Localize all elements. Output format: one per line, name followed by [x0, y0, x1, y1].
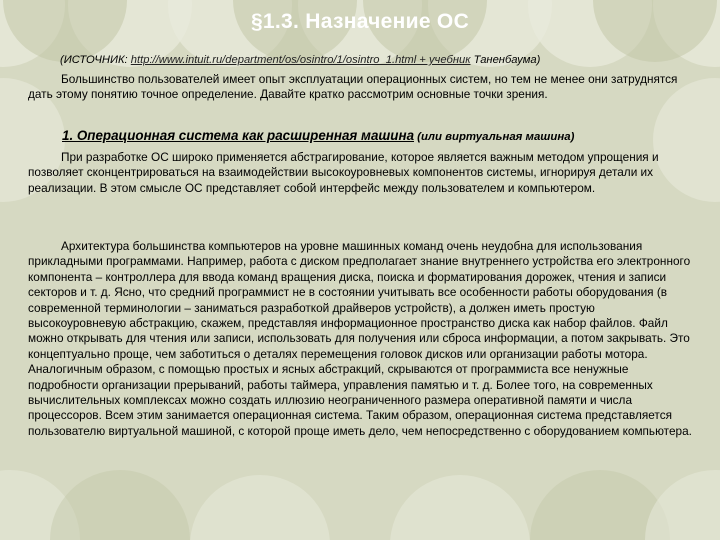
slide-title: §1.3. Назначение ОС: [250, 10, 470, 33]
section-heading-main: 1. Операционная система как расширенная машина: [62, 128, 415, 143]
source-citation: [60, 53, 710, 68]
source-suffix: Таненбаума): [470, 54, 541, 66]
body-paragraph-abstraction: При разработке ОС широко применяется абстрагирование, которое является важным методом упрощения и позволяет сконцентрироваться на взаимодействии высокоуровневых компонентов системы, игнорируя детали их реализации. В этом смысле ОС представляет собой интерфейс между пользователем и компьютером.: [28, 150, 659, 195]
section-heading-aside: (или виртуальная машина): [414, 131, 575, 143]
body-paragraph-architecture: Архитектура большинства компьютеров на уровне машинных команд очень неудобна для использования прикладными программами. Например, работа с диском предполагает знание внутреннего устройства его электронного компонента – контроллера для ввода команд вращения диска, поиска и форматирования дорожек, чтения и записи секторов и т. д. Ясно, что средний программист не в состоянии учитывать все особенности работы оборудования (в современной терминологии – заниматься разработкой драйверов устройств), а должен иметь простую высокоуровневую абстракцию, скажем, представляя информационное пространство диска как набор файлов. Файл можно открывать для чтения или записи, использовать для получения или сброса информации, а потом закрывать. Это концептуально проще, чем заботиться о деталях перемещения головок дисков или организации работы мотора. Аналогичным образом, с помощью простых и ясных абстракций, скрываются от программиста все ненужные подробности организации прерываний, работы таймера, управления памятью и т. д. Более того, на современных вычислительных комплексах можно создать иллюзию неограниченного размера оперативной памяти и числа процессоров. Всем этим занимается операционная система. Таким образом, операционная система представляется пользователю виртуальной машиной, с которой проще иметь дело, чем непосредственно с оборудованием компьютера.: [28, 239, 692, 438]
intro-paragraph: Большинство пользователей имеет опыт эксплуатации операционных систем, но тем не менее они затруднятся дать этому понятию точное определение. Давайте кратко рассмотрим основные точки зрения.: [28, 72, 678, 102]
section-heading: [62, 127, 712, 146]
source-prefix: (ИСТОЧНИК:: [60, 54, 131, 66]
source-link[interactable]: http://www.intuit.ru/department/os/osintro/1/osintro_1.html + учебник: [130, 54, 471, 66]
